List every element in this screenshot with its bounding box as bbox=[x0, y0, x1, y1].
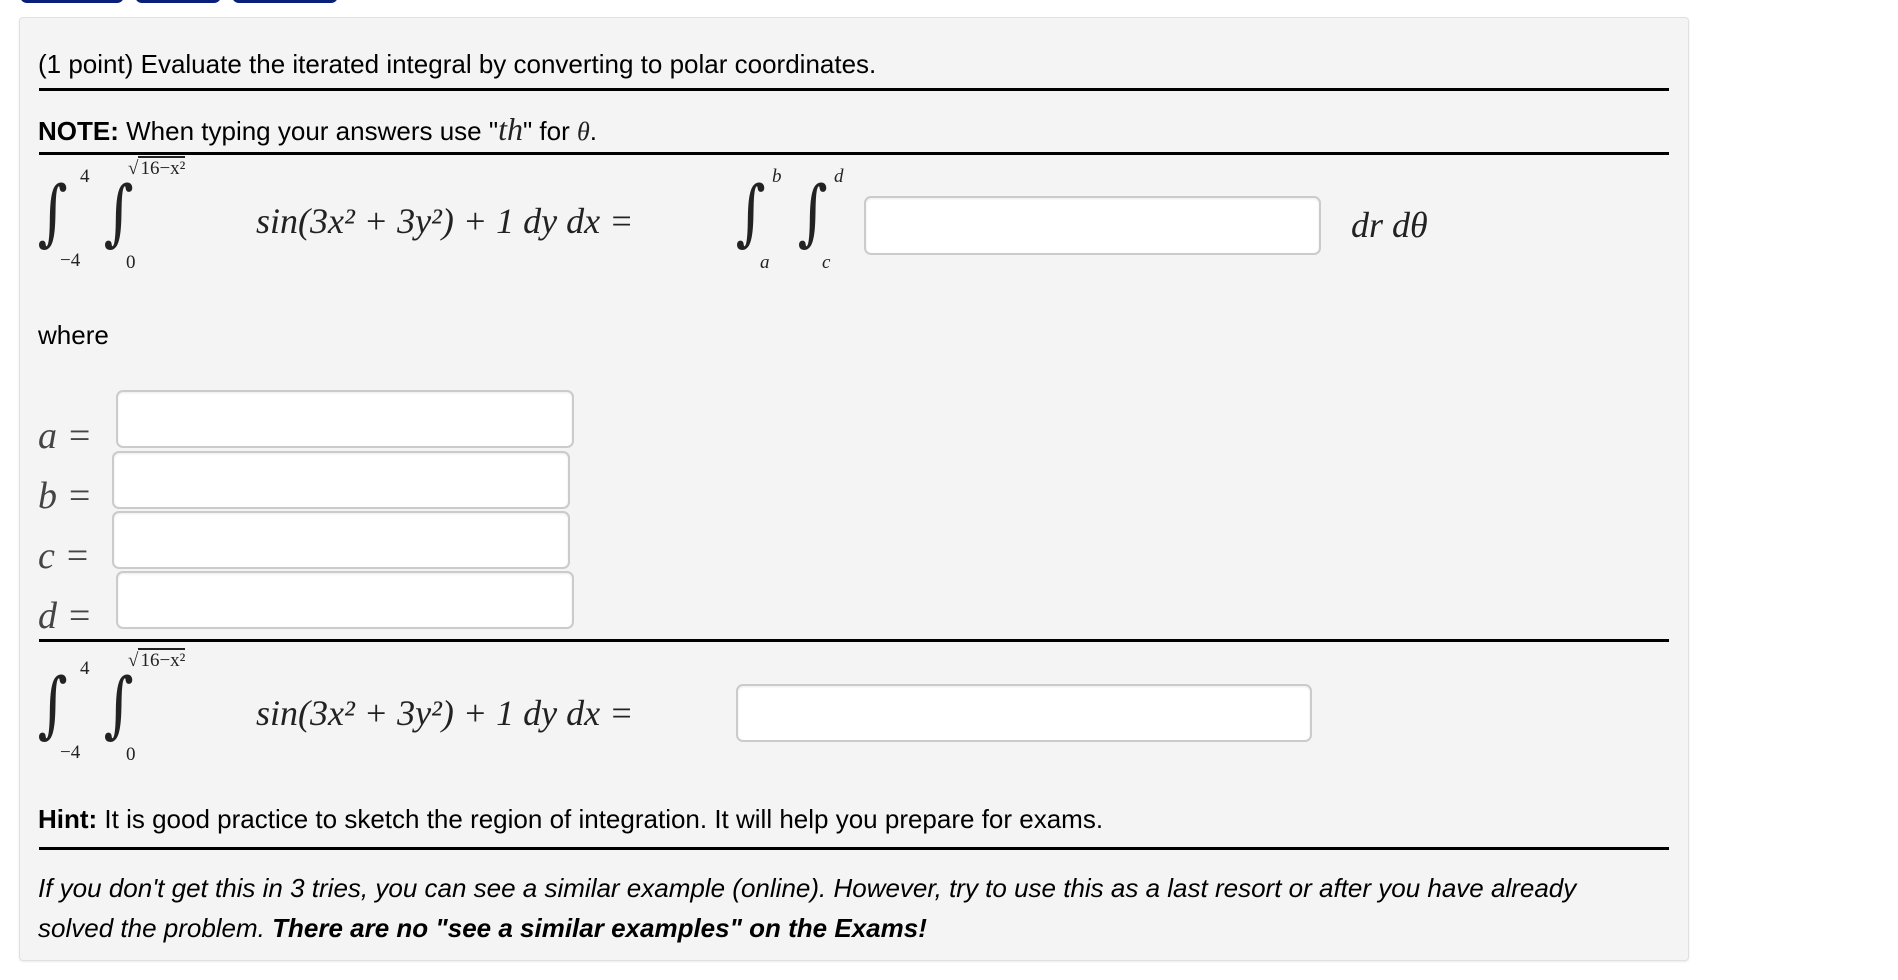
outer-lower-limit: −4 bbox=[60, 742, 81, 763]
problem-panel bbox=[19, 17, 1689, 961]
differential: dr dθ bbox=[1351, 205, 1428, 245]
label-c: c = bbox=[38, 535, 91, 577]
inner-upper-limit: √ 16−x² bbox=[128, 650, 186, 671]
input-b[interactable] bbox=[112, 451, 570, 509]
note bbox=[38, 111, 598, 147]
integral-sign: ∫ bbox=[735, 170, 766, 254]
inner-lower-limit: 0 bbox=[126, 744, 136, 765]
integral-sign: ∫ bbox=[797, 170, 828, 254]
polar-outer-lower: a bbox=[760, 252, 770, 273]
note-text-mid: " for bbox=[522, 116, 577, 146]
input-a[interactable] bbox=[116, 390, 574, 448]
integrand: sin(3x² + 3y²) + 1 dy dx = bbox=[256, 693, 634, 733]
polar-inner-upper: d bbox=[834, 166, 844, 187]
input-d[interactable] bbox=[116, 571, 574, 629]
inner-lower-limit: 0 bbox=[126, 252, 136, 273]
divider bbox=[39, 88, 1669, 91]
polar-inner-lower: c bbox=[822, 252, 831, 273]
outer-lower-limit: −4 bbox=[60, 250, 81, 271]
divider bbox=[39, 639, 1669, 642]
polar-outer-upper: b bbox=[772, 166, 782, 187]
note-text-end: . bbox=[589, 116, 598, 146]
note-theta: θ bbox=[577, 117, 590, 146]
nav-button-3[interactable] bbox=[232, 0, 338, 3]
integral-sign: ∫ bbox=[103, 662, 134, 746]
outer-upper-limit: 4 bbox=[80, 166, 90, 187]
note-th: th bbox=[498, 111, 523, 147]
integral-value-input[interactable] bbox=[736, 684, 1312, 742]
label-a: a = bbox=[38, 415, 93, 457]
nav-button-1[interactable] bbox=[20, 0, 124, 3]
where-label: where bbox=[38, 320, 109, 350]
outer-upper-limit: 4 bbox=[80, 658, 90, 679]
label-b: b = bbox=[38, 475, 93, 517]
nav-button-2[interactable] bbox=[135, 0, 221, 3]
hint-text: It is good practice to sketch the region of integration. It will help you prepare for exams. bbox=[97, 804, 1104, 834]
divider bbox=[39, 847, 1669, 850]
inner-upper-limit: √ 16−x² bbox=[128, 158, 186, 179]
problem-title: (1 point) Evaluate the iterated integral by converting to polar coordinates. bbox=[38, 49, 877, 79]
footer-italic-text: If you don't get this in 3 tries, you can see a similar example (online). However, try to use this as a last resort or after you have already solved the problem. bbox=[38, 873, 1577, 943]
note-text: When typing your answers use " bbox=[118, 116, 499, 146]
footer-bold-text: There are no "see a similar examples" on the Exams! bbox=[272, 913, 927, 943]
label-d: d = bbox=[38, 595, 93, 637]
polar-integrand-input[interactable] bbox=[864, 196, 1321, 255]
note-label: NOTE: bbox=[38, 116, 119, 146]
divider bbox=[39, 152, 1669, 155]
integral-sign: ∫ bbox=[37, 170, 68, 254]
integral-sign: ∫ bbox=[103, 170, 134, 254]
integral-sign: ∫ bbox=[37, 662, 68, 746]
integrand: sin(3x² + 3y²) + 1 dy dx = bbox=[256, 201, 634, 241]
hint bbox=[38, 804, 1103, 834]
input-c[interactable] bbox=[112, 511, 570, 569]
similar-example-note bbox=[38, 868, 1658, 948]
hint-label: Hint: bbox=[38, 804, 98, 834]
